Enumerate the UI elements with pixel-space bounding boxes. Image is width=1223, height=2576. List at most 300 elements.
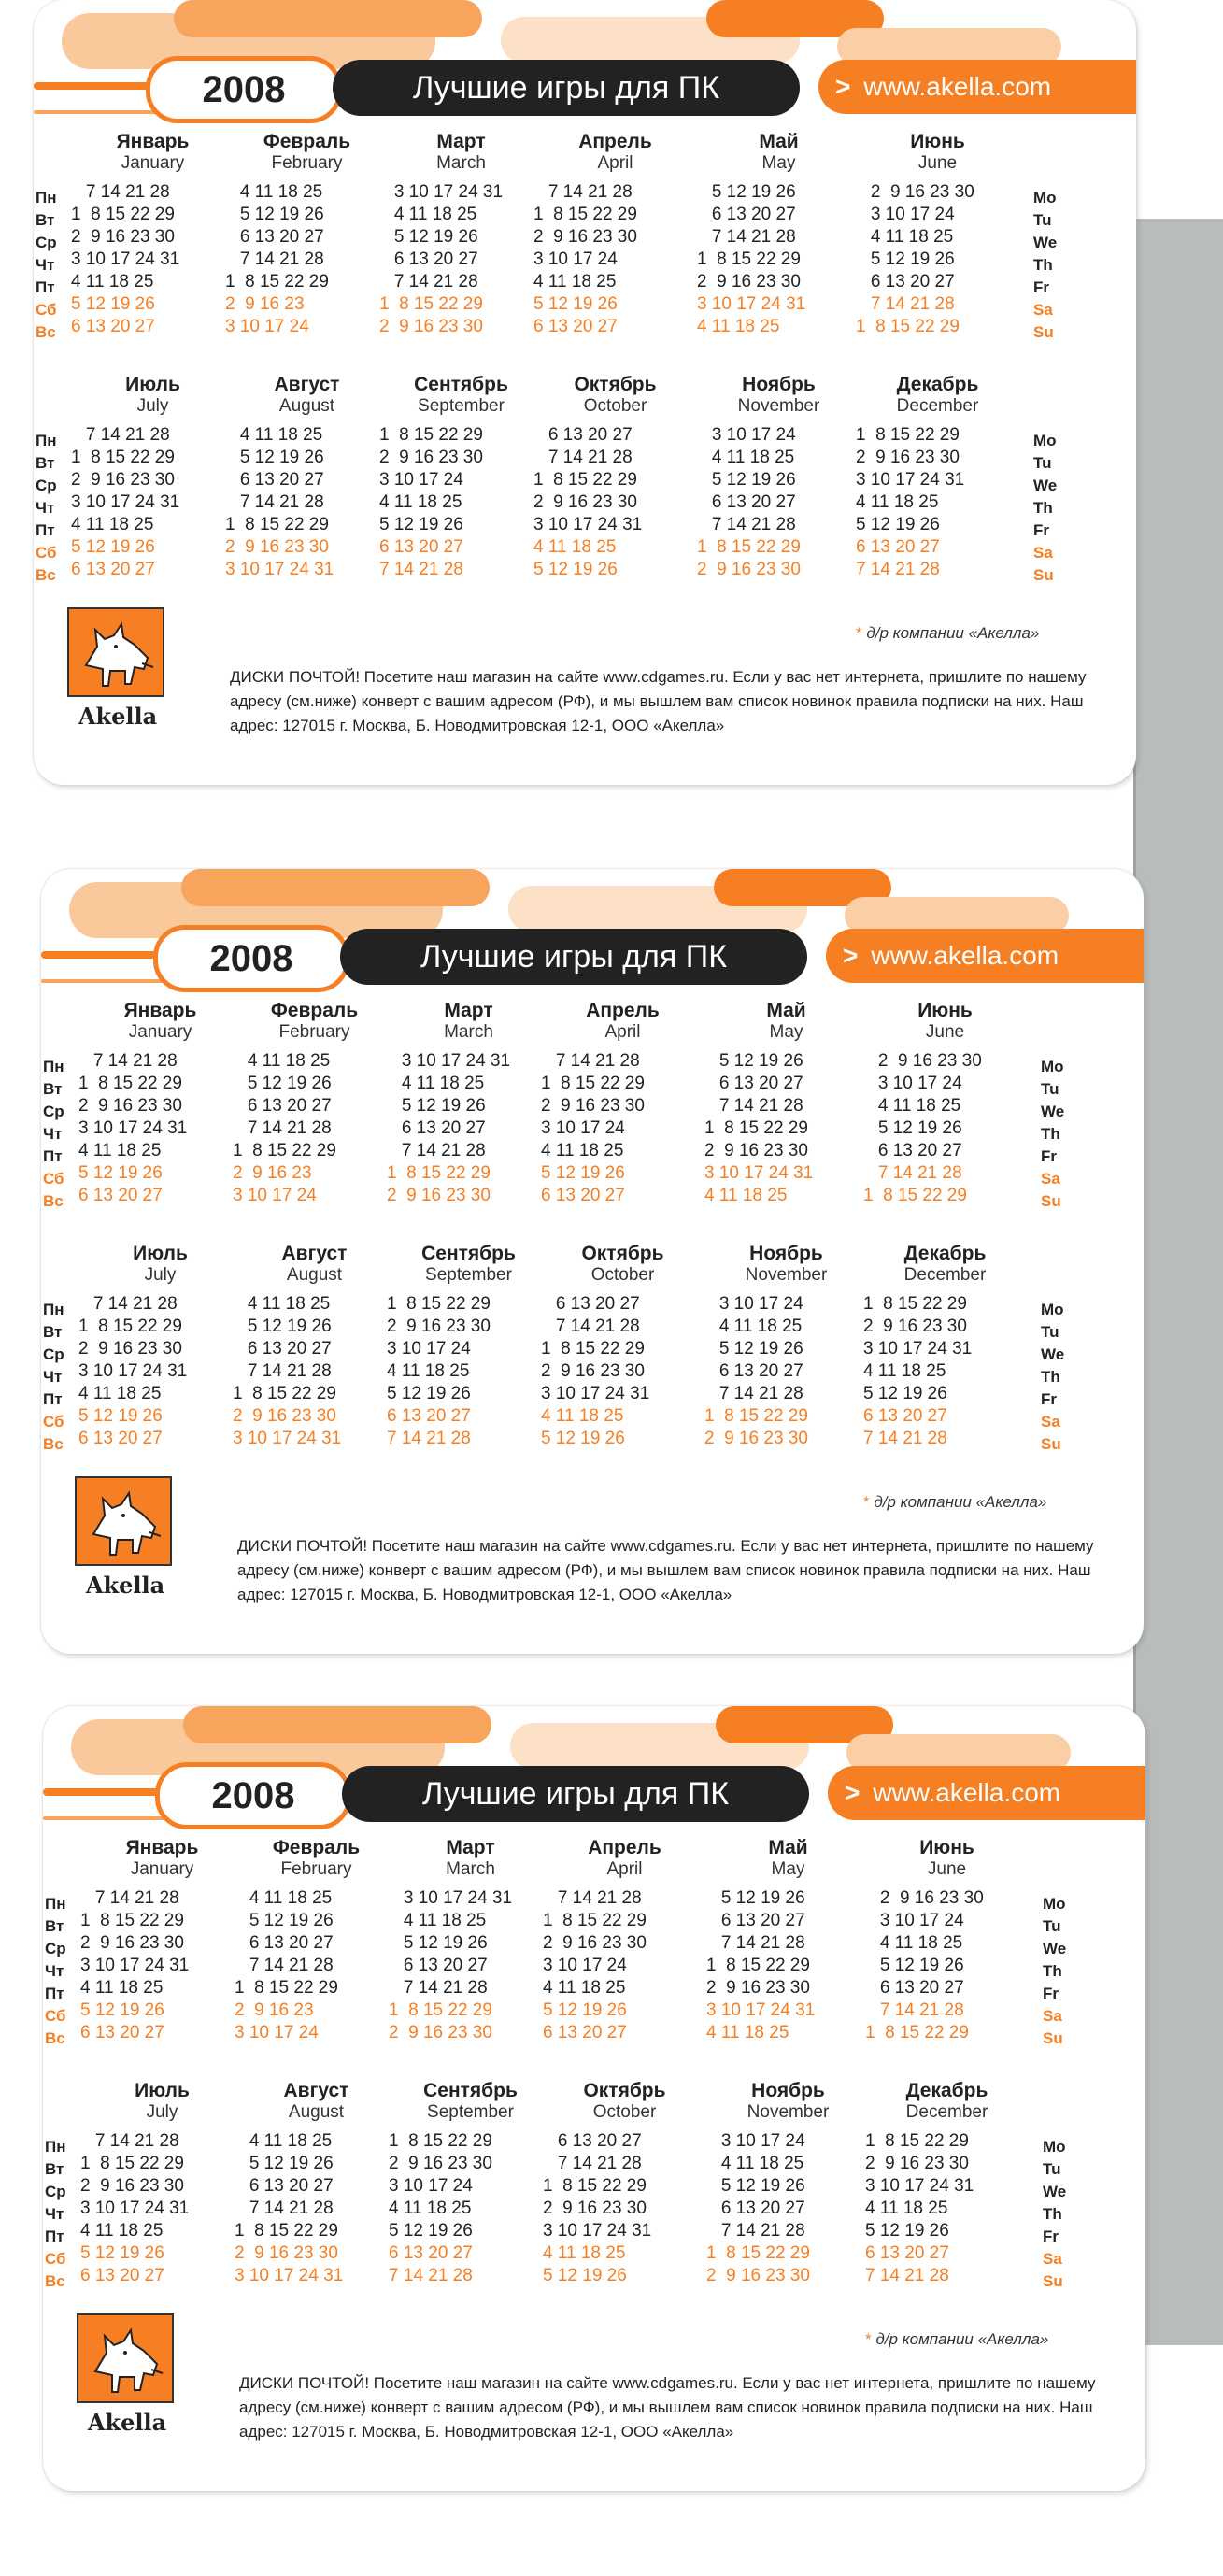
- month-block: [225, 374, 389, 581]
- week-row: 1 8 15 22 29: [78, 1316, 182, 1336]
- month-block: [379, 131, 543, 338]
- footnote: [863, 1493, 1046, 1512]
- weekday-label: Mo: [1041, 1058, 1064, 1075]
- week-row: 2 9 16 23: [235, 2000, 314, 2020]
- week-row: 1 8 15 22 29: [541, 1339, 645, 1359]
- month-block: [697, 131, 860, 338]
- weekday-label: Вт: [45, 2160, 64, 2178]
- week-row: 3 10 17 24 31: [233, 1429, 342, 1448]
- month-block: [80, 1837, 244, 2044]
- month-block: [543, 2080, 706, 2287]
- weekday-label: Пт: [45, 1985, 64, 2002]
- website-link[interactable]: [818, 60, 1136, 114]
- week-row: 7 14 21 28: [704, 1384, 803, 1403]
- week-row: 2 9 16 23 30: [856, 182, 974, 202]
- weekday-label: Пт: [36, 278, 55, 296]
- week-row: 4 11 18 25: [856, 227, 954, 247]
- week-row: 7 14 21 28: [706, 2221, 805, 2241]
- week-row: 5 12 19 26: [78, 1406, 163, 1426]
- weekday-label: Su: [1043, 2272, 1063, 2290]
- week-row: 6 13 20 27: [697, 492, 796, 512]
- week-row: 3 10 17 24: [706, 2131, 805, 2151]
- weekday-label: Вт: [36, 454, 55, 472]
- website-link[interactable]: [826, 929, 1144, 983]
- week-row: 3 10 17 24 31: [80, 1956, 190, 1975]
- month-name-ru: Июль: [125, 374, 180, 395]
- week-row: 1 8 15 22 29: [80, 1911, 184, 1930]
- weekday-label: Fr: [1033, 278, 1049, 296]
- website-link[interactable]: [828, 1766, 1145, 1820]
- weekday-label: Чт: [36, 256, 55, 274]
- week-row: 2 9 16 23 30: [863, 1316, 967, 1336]
- week-row: 3 10 17 24 31: [80, 2199, 190, 2218]
- month-name-en: June: [927, 1859, 967, 1879]
- month-block: [379, 374, 543, 581]
- week-row: 7 14 21 28: [863, 1163, 962, 1183]
- weekday-label: We: [1033, 234, 1058, 251]
- card-title: Лучшие игры для ПК: [342, 1766, 809, 1822]
- weekday-label: Su: [1043, 2029, 1063, 2047]
- weekday-label: Чт: [36, 499, 55, 517]
- weekday-label: Th: [1041, 1125, 1060, 1143]
- week-row: 5 12 19 26: [697, 182, 796, 202]
- month-block: [78, 1243, 242, 1450]
- weekday-label: Чт: [43, 1125, 63, 1143]
- week-row: 4 11 18 25: [71, 515, 154, 534]
- month-name-en: October: [583, 396, 647, 416]
- week-row: 7 14 21 28: [235, 1956, 334, 1975]
- week-row: 7 14 21 28: [387, 1141, 486, 1160]
- weekday-labels-en: [1041, 1056, 1078, 1213]
- weekday-label: Fr: [1033, 521, 1049, 539]
- week-row: 3 10 17 24 31: [379, 182, 504, 202]
- weekday-label: Tu: [1043, 2160, 1061, 2178]
- week-row: 4 11 18 25: [387, 1361, 470, 1381]
- week-row: 3 10 17 24 31: [865, 2176, 974, 2196]
- week-row: 4 11 18 25: [704, 1186, 788, 1205]
- week-row: 2 9 16 23 30: [78, 1096, 182, 1116]
- wolf-icon: [77, 2313, 174, 2403]
- week-row: 3 10 17 24: [379, 470, 463, 490]
- weekday-labels-en: [1041, 1299, 1078, 1456]
- month-name-en: August: [278, 396, 335, 416]
- month-name-en: March: [436, 153, 486, 173]
- week-row: 3 10 17 24 31: [387, 1051, 511, 1071]
- week-row: 2 9 16 23 30: [533, 492, 637, 512]
- week-row: 7 14 21 28: [78, 1294, 178, 1314]
- weekday-label: Su: [1041, 1192, 1061, 1210]
- week-row: 3 10 17 24: [543, 1956, 627, 1975]
- week-row: 2 9 16 23 30: [389, 2023, 492, 2042]
- week-row: 6 13 20 27: [389, 1956, 488, 1975]
- year-badge: 2008: [155, 1762, 351, 1829]
- week-row: 1 8 15 22 29: [863, 1186, 967, 1205]
- month-name-ru: Декабрь: [896, 374, 979, 395]
- decor-shape: [174, 0, 482, 37]
- week-row: 6 13 20 27: [71, 560, 155, 579]
- month-name-ru: Май: [766, 1000, 806, 1021]
- week-row: 6 13 20 27: [856, 272, 955, 292]
- month-name-ru: Март: [436, 131, 486, 152]
- week-row: 5 12 19 26: [865, 1956, 964, 1975]
- week-row: 3 10 17 24 31: [697, 294, 806, 314]
- week-row: 6 13 20 27: [704, 1074, 803, 1093]
- weekday-label: Th: [1043, 1962, 1062, 1980]
- month-name-en: December: [905, 2102, 988, 2122]
- month-name-ru: Июнь: [919, 1837, 974, 1858]
- month-block: [697, 374, 860, 581]
- week-row: 2 9 16 23 30: [865, 2154, 969, 2173]
- month-name-ru: Ноябрь: [742, 374, 816, 395]
- week-row: 4 11 18 25: [543, 2243, 626, 2263]
- week-row: 6 13 20 27: [78, 1429, 163, 1448]
- week-row: 6 13 20 27: [863, 1141, 962, 1160]
- week-row: 1 8 15 22 29: [533, 205, 637, 224]
- month-name-ru: Январь: [125, 1837, 199, 1858]
- week-row: 6 13 20 27: [387, 1406, 471, 1426]
- month-block: [233, 1243, 396, 1450]
- month-name-ru: Апрель: [588, 1837, 661, 1858]
- week-row: 7 14 21 28: [71, 182, 170, 202]
- week-row: 1 8 15 22 29: [233, 1384, 336, 1403]
- calendar-card: [34, 0, 1136, 785]
- month-block: [80, 2080, 244, 2287]
- month-name-ru: Январь: [123, 1000, 197, 1021]
- year-badge: 2008: [153, 925, 349, 992]
- month-block: [541, 1243, 704, 1450]
- month-name-en: July: [146, 2102, 178, 2122]
- month-name-en: March: [444, 1022, 493, 1042]
- week-row: 5 12 19 26: [80, 2243, 164, 2263]
- calendar-card: [41, 869, 1144, 1654]
- week-row: 2 9 16 23 30: [387, 1316, 491, 1336]
- week-row: 6 13 20 27: [706, 1911, 805, 1930]
- week-row: 2 9 16 23 30: [865, 1888, 984, 1908]
- week-row: 2 9 16 23 30: [389, 2154, 492, 2173]
- week-row: 3 10 17 24 31: [533, 515, 643, 534]
- week-row: 7 14 21 28: [533, 182, 633, 202]
- week-row: 4 11 18 25: [225, 182, 323, 202]
- week-row: 3 10 17 24: [541, 1118, 625, 1138]
- week-row: 7 14 21 28: [379, 560, 463, 579]
- week-row: 3 10 17 24 31: [235, 2266, 344, 2285]
- month-block: [78, 1000, 242, 1207]
- week-row: 5 12 19 26: [71, 294, 155, 314]
- week-row: 2 9 16 23 30: [704, 1429, 808, 1448]
- week-row: 2 9 16 23 30: [706, 2266, 810, 2285]
- month-name-ru: Декабрь: [903, 1243, 987, 1264]
- week-row: 4 11 18 25: [225, 425, 323, 445]
- month-name-ru: Октябрь: [581, 1243, 664, 1264]
- week-row: 1 8 15 22 29: [704, 1118, 808, 1138]
- week-row: 5 12 19 26: [704, 1339, 803, 1359]
- week-row: 4 11 18 25: [233, 1294, 331, 1314]
- month-name-ru: Октябрь: [583, 2080, 666, 2101]
- weekday-label: Ср: [43, 1103, 64, 1120]
- weekday-label: Th: [1043, 2205, 1062, 2223]
- week-row: 5 12 19 26: [225, 205, 324, 224]
- week-row: 4 11 18 25: [697, 448, 795, 467]
- week-row: 2 9 16 23 30: [543, 2199, 647, 2218]
- week-row: 1 8 15 22 29: [541, 1074, 645, 1093]
- week-row: 7 14 21 28: [78, 1051, 178, 1071]
- week-row: 5 12 19 26: [379, 227, 478, 247]
- month-block: [389, 2080, 552, 2287]
- month-block: [235, 1837, 398, 2044]
- week-row: 6 13 20 27: [80, 2023, 164, 2042]
- wolf-icon: [75, 1476, 172, 1566]
- month-name-ru: Июнь: [910, 131, 965, 152]
- week-row: 7 14 21 28: [233, 1361, 332, 1381]
- week-row: 1 8 15 22 29: [387, 1294, 491, 1314]
- week-row: 2 9 16 23: [225, 294, 305, 314]
- week-row: 5 12 19 26: [225, 448, 324, 467]
- asterisk-icon: *: [856, 624, 862, 642]
- week-row: 6 13 20 27: [379, 537, 463, 557]
- week-row: 3 10 17 24: [389, 2176, 473, 2196]
- week-row: 5 12 19 26: [706, 2176, 805, 2196]
- week-row: 1 8 15 22 29: [865, 2023, 969, 2042]
- week-row: 2 9 16 23 30: [706, 1978, 810, 1998]
- week-row: 6 13 20 27: [533, 317, 618, 336]
- week-row: 1 8 15 22 29: [533, 470, 637, 490]
- week-row: 4 11 18 25: [541, 1406, 624, 1426]
- gray-background-panel: [1133, 219, 1223, 2345]
- weekday-label: Пн: [45, 1895, 66, 1913]
- week-row: 3 10 17 24: [387, 1339, 471, 1359]
- week-row: 4 11 18 25: [704, 1316, 803, 1336]
- weekday-label: Th: [1033, 256, 1053, 274]
- month-name-en: November: [747, 2102, 830, 2122]
- week-row: 4 11 18 25: [541, 1141, 624, 1160]
- month-name-ru: Март: [446, 1837, 495, 1858]
- week-row: 5 12 19 26: [865, 2221, 949, 2241]
- month-name-ru: Август: [281, 1243, 348, 1264]
- week-row: 6 13 20 27: [865, 2243, 949, 2263]
- week-row: 7 14 21 28: [706, 1933, 805, 1953]
- week-row: 7 14 21 28: [225, 249, 324, 269]
- month-name-en: May: [769, 1022, 803, 1042]
- week-row: 4 11 18 25: [379, 205, 477, 224]
- weekday-label: Пн: [36, 432, 57, 449]
- week-row: 3 10 17 24: [856, 205, 955, 224]
- month-name-en: July: [144, 1265, 177, 1285]
- week-row: 7 14 21 28: [541, 1051, 640, 1071]
- weekday-label: Tu: [1033, 211, 1052, 229]
- weekday-label: Tu: [1041, 1080, 1059, 1098]
- weekday-label: Mo: [1043, 1895, 1066, 1913]
- week-row: 7 14 21 28: [533, 448, 633, 467]
- weekday-label: Ср: [45, 2183, 66, 2200]
- week-row: 3 10 17 24 31: [541, 1384, 650, 1403]
- weekday-labels-en: [1033, 187, 1071, 344]
- year-badge: 2008: [146, 56, 342, 123]
- week-row: 6 13 20 27: [541, 1294, 640, 1314]
- week-row: 6 13 20 27: [865, 1978, 964, 1998]
- website-url: www.akella.com: [863, 72, 1052, 101]
- month-name-en: April: [606, 1859, 643, 1879]
- week-row: 2 9 16 23 30: [233, 1406, 336, 1426]
- weekday-label: Пт: [43, 1390, 63, 1408]
- month-name-ru: Декабрь: [905, 2080, 988, 2101]
- month-block: [865, 2080, 1029, 2287]
- month-name-en: September: [427, 2102, 514, 2122]
- weekday-label: Сб: [45, 2250, 66, 2268]
- week-row: 6 13 20 27: [235, 1933, 334, 1953]
- week-row: 3 10 17 24 31: [856, 470, 965, 490]
- weekday-label: Пт: [36, 521, 55, 539]
- month-name-ru: Сентябрь: [421, 1243, 516, 1264]
- week-row: 1 8 15 22 29: [704, 1406, 808, 1426]
- week-row: 7 14 21 28: [697, 227, 796, 247]
- weekday-label: Fr: [1043, 2227, 1059, 2245]
- week-row: 4 11 18 25: [235, 2131, 333, 2151]
- week-row: 4 11 18 25: [863, 1361, 946, 1381]
- month-name-en: May: [761, 153, 796, 173]
- week-row: 1 8 15 22 29: [387, 1163, 491, 1183]
- weekday-labels-ru: [43, 1299, 80, 1456]
- month-name-ru: Октябрь: [574, 374, 657, 395]
- week-row: 6 13 20 27: [704, 1361, 803, 1381]
- week-row: 7 14 21 28: [543, 1888, 642, 1908]
- chevron-right-icon: >: [835, 72, 851, 101]
- weekday-label: Сб: [36, 544, 57, 562]
- weekday-labels-ru: [45, 2136, 82, 2293]
- month-block: [541, 1000, 704, 1207]
- month-block: [863, 1000, 1027, 1207]
- week-row: 7 14 21 28: [389, 2266, 473, 2285]
- week-row: 7 14 21 28: [865, 2000, 964, 2020]
- month-name-en: December: [896, 396, 979, 416]
- weekday-label: Th: [1041, 1368, 1060, 1386]
- week-row: 1 8 15 22 29: [233, 1141, 336, 1160]
- month-block: [71, 131, 235, 338]
- week-row: 7 14 21 28: [233, 1118, 332, 1138]
- week-row: 1 8 15 22 29: [706, 2243, 810, 2263]
- week-row: 2 9 16 23 30: [856, 448, 960, 467]
- week-row: 1 8 15 22 29: [235, 1978, 338, 1998]
- week-row: 5 12 19 26: [543, 2266, 627, 2285]
- week-row: 2 9 16 23 30: [379, 448, 483, 467]
- week-row: 5 12 19 26: [704, 1051, 803, 1071]
- week-row: 3 10 17 24 31: [389, 1888, 513, 1908]
- weekday-label: Пн: [43, 1301, 64, 1318]
- month-name-en: June: [925, 1022, 965, 1042]
- weekday-label: Вс: [45, 2272, 65, 2290]
- month-block: [856, 374, 1019, 581]
- week-row: 4 11 18 25: [387, 1074, 485, 1093]
- week-row: 4 11 18 25: [865, 2199, 948, 2218]
- week-row: 5 12 19 26: [541, 1429, 625, 1448]
- week-row: 7 14 21 28: [225, 492, 324, 512]
- weekday-label: Вс: [43, 1192, 64, 1210]
- week-row: 7 14 21 28: [865, 2266, 949, 2285]
- weekday-label: Чт: [43, 1368, 63, 1386]
- weekday-label: Сб: [45, 2007, 66, 2025]
- week-row: 7 14 21 28: [71, 425, 170, 445]
- month-name-ru: Январь: [116, 131, 190, 152]
- weekday-label: Сб: [43, 1170, 64, 1188]
- week-row: 1 8 15 22 29: [543, 1911, 647, 1930]
- weekday-label: Чт: [45, 2205, 64, 2223]
- month-block: [543, 1837, 706, 2044]
- week-row: 6 13 20 27: [235, 2176, 334, 2196]
- week-row: 6 13 20 27: [543, 2131, 642, 2151]
- week-row: 4 11 18 25: [533, 272, 617, 292]
- week-row: 2 9 16 23 30: [697, 560, 801, 579]
- week-row: 7 14 21 28: [543, 2154, 642, 2173]
- month-name-ru: Ноябрь: [751, 2080, 825, 2101]
- week-row: 1 8 15 22 29: [856, 425, 960, 445]
- week-row: 2 9 16 23 30: [541, 1361, 645, 1381]
- weekday-label: Su: [1033, 323, 1054, 341]
- akella-logo: [67, 607, 168, 738]
- week-row: 4 11 18 25: [78, 1141, 162, 1160]
- week-row: 6 13 20 27: [697, 205, 796, 224]
- week-row: 5 12 19 26: [235, 1911, 334, 1930]
- week-row: 1 8 15 22 29: [865, 2131, 969, 2151]
- week-row: 5 12 19 26: [233, 1316, 332, 1336]
- week-row: 4 11 18 25: [543, 1978, 626, 1998]
- week-row: 1 8 15 22 29: [235, 2221, 338, 2241]
- week-row: 2 9 16 23 30: [863, 1051, 982, 1071]
- week-row: 2 9 16 23 30: [71, 227, 175, 247]
- weekday-label: Вт: [45, 1917, 64, 1935]
- calendar-card: [43, 1706, 1145, 2491]
- weekday-label: Sa: [1041, 1413, 1060, 1430]
- week-row: 4 11 18 25: [389, 2199, 472, 2218]
- week-row: 4 11 18 25: [80, 2221, 164, 2241]
- week-row: 1 8 15 22 29: [863, 1294, 967, 1314]
- week-row: 3 10 17 24 31: [78, 1118, 188, 1138]
- week-row: 2 9 16 23: [233, 1163, 312, 1183]
- week-row: 2 9 16 23 30: [387, 1186, 491, 1205]
- footnote: [865, 2330, 1048, 2349]
- weekday-label: Сб: [43, 1413, 64, 1430]
- month-name-en: February: [280, 1859, 352, 1879]
- weekday-label: Вс: [43, 1435, 64, 1453]
- week-row: 7 14 21 28: [704, 1096, 803, 1116]
- chevron-right-icon: >: [843, 941, 859, 970]
- week-row: 3 10 17 24: [533, 249, 618, 269]
- month-name-ru: Сентябрь: [423, 2080, 518, 2101]
- week-row: 1 8 15 22 29: [225, 515, 329, 534]
- week-row: 3 10 17 24 31: [863, 1339, 973, 1359]
- week-row: 4 11 18 25: [533, 537, 617, 557]
- month-name-ru: Февраль: [263, 131, 351, 152]
- decor-shape: [183, 1706, 491, 1743]
- month-name-ru: Апрель: [586, 1000, 660, 1021]
- month-name-ru: Август: [283, 2080, 349, 2101]
- promo-text: ДИСКИ ПОЧТОЙ! Посетите наш магазин на сайте www.cdgames.ru. Если у вас нет интернета, пришлите по нашему адресу (см.ниже) конверт с вашим адресом (РФ), и мы вышлем вам список новинок правила подписки на них. Наш адрес: 127015 г. Москва, Б. Новодмитровская 12-1, ООО «Акелла»: [239, 2374, 1096, 2441]
- week-row: 1 8 15 22 29: [379, 425, 483, 445]
- week-row: 2 9 16 23 30: [71, 470, 175, 490]
- month-name-ru: Февраль: [270, 1000, 359, 1021]
- month-name-en: February: [278, 1022, 350, 1042]
- month-name-ru: Август: [274, 374, 340, 395]
- week-row: 7 14 21 28: [541, 1316, 640, 1336]
- month-name-en: September: [418, 396, 505, 416]
- asterisk-icon: *: [863, 1493, 870, 1511]
- week-row: 6 13 20 27: [233, 1096, 332, 1116]
- week-row: 5 12 19 26: [533, 560, 618, 579]
- week-row: 4 11 18 25: [865, 1933, 963, 1953]
- week-row: 6 13 20 27: [706, 2199, 805, 2218]
- week-row: 6 13 20 27: [379, 249, 478, 269]
- month-block: [533, 131, 697, 338]
- week-row: 6 13 20 27: [78, 1186, 163, 1205]
- week-row: 5 12 19 26: [379, 515, 463, 534]
